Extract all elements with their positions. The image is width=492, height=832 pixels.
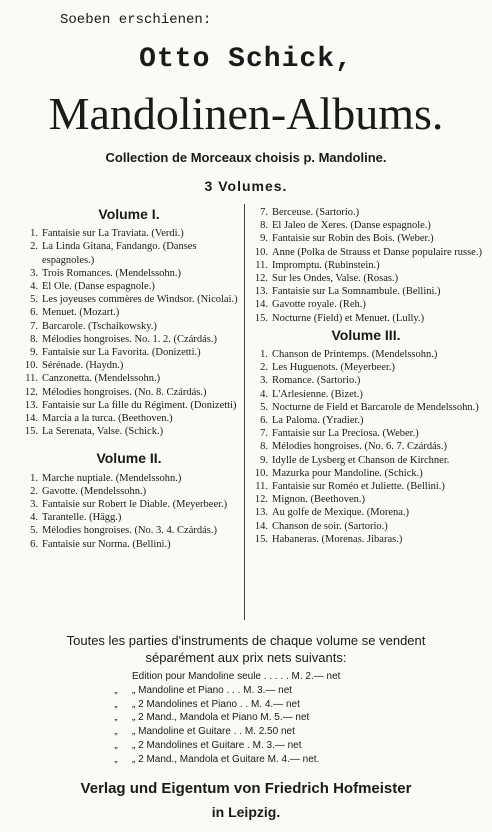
list-item [250,493,482,506]
item-number: 13. [254,507,268,519]
list-item [250,298,482,311]
item-title: Fantaisie sur La Preciosa. (Weber.) [272,428,419,440]
item-number: 8. [30,333,38,345]
price-text: „ 2 Mand., Mandola et Piano M. 5.— net [132,712,310,724]
item-number: 6. [30,538,38,550]
list-item [250,272,482,285]
item-title: El Jaleo de Xeres. (Danse espagnole.) [272,220,431,232]
list-item [250,348,482,361]
item-title: Fantaisie sur La Somnambule. (Bellini.) [272,286,441,298]
list-item [20,524,238,537]
list-item [20,333,238,346]
item-number: 10. [24,360,38,372]
item-number: 9. [30,347,38,359]
item-title: Fantaisie sur La Traviata. (Verdi.) [42,228,184,240]
list-item [20,346,238,359]
list-item [250,480,482,493]
list-item [250,246,482,259]
list-item [20,472,238,485]
price-row [100,684,400,698]
list-item [250,232,482,245]
volume-1-list [20,227,238,438]
volume-3-list [250,348,482,546]
item-title: Mignon. (Beethoven.) [272,494,366,506]
item-title: Trois Romances. (Mendelssohn.) [42,267,182,279]
price-row [100,725,400,739]
item-number: 15. [254,533,268,545]
item-title: Chanson de Printemps. (Mendelssohn.) [272,349,438,361]
item-title: Barcarole. (Tschaikowsky.) [42,320,157,332]
item-title: Marcia a la turca. (Beethoven.) [42,413,173,425]
item-title: Impromptu. (Rubinstein.) [272,259,380,271]
list-item [250,388,482,401]
item-title: Sur les Ondes, Valse. (Rosas.) [272,273,399,285]
item-title: Fantaisie sur Robin des Bois. (Weber.) [272,233,434,245]
item-title: Anne (Polka de Strauss et Danse populaire russe.) [272,246,482,258]
item-title: Fantaisie sur Norma. (Bellini.) [42,538,171,550]
item-number: 6. [260,415,268,427]
item-number: 8. [260,441,268,453]
item-number: 11. [255,481,268,493]
subtitle: Collection de Morceaux choisis p. Mandoline. [105,150,387,165]
list-item [20,293,238,306]
price-intro-line-2: séparément aux prix nets suivants: [145,650,347,665]
price-text: „ 2 Mandolines et Piano . . M. 4.— net [132,698,300,710]
item-number: 7. [260,207,268,218]
item-number: 1. [30,228,38,240]
list-item [20,240,238,266]
item-number: 14. [254,520,268,532]
list-item [250,440,482,453]
list-item [250,506,482,519]
list-item [250,361,482,374]
list-item [20,306,238,319]
ditto-mark: „ [114,698,118,710]
list-item [250,454,482,467]
item-number: 3. [30,267,38,279]
ditto-mark [100,670,132,684]
item-title: Les joyeuses commères de Windsor. (Nicolai.) [42,294,238,306]
item-number: 14. [24,413,38,425]
list-item [20,372,238,385]
item-title: Fantaisie sur La Favorita. (Donizetti.) [42,347,201,359]
price-row [100,739,400,753]
list-item [20,425,238,438]
item-number: 12. [24,386,38,398]
item-number: 7. [260,428,268,440]
item-title: Gavotte royale. (Reh.) [272,299,366,311]
publisher-line: Verlag und Eigentum von Friedrich Hofmeister [80,780,412,797]
ditto-mark: „ [114,739,118,751]
item-number: 4. [30,512,38,524]
list-item [20,280,238,293]
item-title: Mélodies hongroises. (No. 3. 4. Czárdás.) [42,525,217,537]
item-title: Nocturne de Field et Barcarole de Mendelssohn.) [272,401,479,413]
item-title: Gavotte. (Mendelssohn.) [42,485,147,497]
item-title: Nocturne (Field) et Menuet. (Lully.) [272,312,425,324]
price-text: „ 2 Mand., Mandola et Guitare M. 4.— net. [132,753,320,765]
item-number: 2. [30,241,38,253]
list-item [250,285,482,298]
item-number: 11. [25,373,38,385]
list-item [250,259,482,272]
item-number: 14. [254,299,268,311]
list-item [20,485,238,498]
item-title: Les Huguenots. (Meyerbeer.) [272,362,396,374]
list-item [20,511,238,524]
price-row [100,698,400,712]
item-title: Mélodies hongroises. No. 1. 2. (Czárdás.) [42,333,217,345]
price-row [100,753,400,767]
price-row [100,711,400,725]
item-title: Berceuse. (Sartorio.) [272,207,360,218]
item-title: Idylle de Lysberg et Chanson de Kirchner. [272,454,450,466]
list-item [20,227,238,240]
item-number: 4. [30,281,38,293]
item-number: 12. [254,273,268,285]
item-number: 7. [30,320,38,332]
volume-3-heading: Volume III. [331,326,401,343]
list-item [250,533,482,546]
list-item [250,414,482,427]
item-number: 3. [30,499,38,511]
item-title: La Linda Gitana, Fandango. (Danses espagnoles.) [42,241,197,266]
item-number: 5. [260,401,268,413]
volume-2-list-part1 [20,472,238,551]
price-text: „ 2 Mandolines et Guitare . M. 3.— net [132,739,302,751]
item-number: 1. [260,349,268,361]
volume-count: 3 Volumes. [204,178,288,194]
volume-2-heading: Volume II. [96,450,162,467]
price-text: „ Mandoline et Piano . . . M. 3.— net [132,684,293,696]
list-item [20,359,238,372]
list-item [250,520,482,533]
price-intro-line-1: Toutes les parties d'instruments de chaque volume se vendent [66,633,426,648]
list-item [20,538,238,551]
item-title: Marche nuptiale. (Mendelssohn.) [42,472,182,484]
publisher-city: in Leipzig. [211,804,281,820]
item-title: La Serenata, Valse. (Schick.) [42,426,164,438]
list-item [20,412,238,425]
item-number: 2. [260,362,268,374]
item-title: L'Arlesienne. (Bizet.) [272,388,363,400]
item-number: 11. [255,259,268,271]
item-title: El Ole. (Danse espagnole.) [42,281,155,293]
item-number: 3. [260,375,268,387]
item-title: Mélodies hongroises. (No. 8. Czárdás.) [42,386,207,398]
right-column [250,206,482,546]
item-number: 1. [30,472,38,484]
item-title: Fantaisie sur Robert le Diable. (Meyerbeer.) [42,499,228,511]
list-item [20,498,238,511]
item-number: 10. [254,467,268,479]
item-number: 9. [260,233,268,245]
item-number: 15. [254,312,268,324]
price-text: Edition pour Mandoline seule . . . . . M. 2.— net [132,671,341,682]
item-number: 2. [30,485,38,497]
list-item [20,267,238,280]
item-title: Habaneras. (Morenas. Jibaras.) [272,533,403,545]
item-number: 12. [254,494,268,506]
item-number: 13. [254,286,268,298]
item-title: Au golfe de Mexique. (Morena.) [272,507,410,519]
ditto-mark: „ [114,684,118,696]
page-title: Mandolinen-Albums. [48,88,444,139]
item-number: 9. [260,454,268,466]
left-column [20,206,238,551]
column-divider [244,204,245,620]
item-number: 15. [24,426,38,438]
list-item [250,374,482,387]
list-item [250,401,482,414]
item-title: La Paloma. (Yradier.) [272,415,364,427]
ditto-mark: „ [114,753,118,765]
item-number: 13. [24,399,38,411]
item-number: 10. [254,246,268,258]
item-title: Menuet. (Mozart.) [42,307,120,319]
item-title: Mélodies hongroises. (No. 6. 7. Czárdás.) [272,441,447,453]
item-number: 5. [30,525,38,537]
item-number: 5. [30,294,38,306]
list-item [20,386,238,399]
author-name: Otto Schick, [139,44,353,75]
volume-1-heading: Volume I. [98,206,160,222]
item-title: Sérénade. (Haydn.) [42,360,124,372]
list-item [20,399,238,412]
item-title: Fantaisie sur Roméo et Juliette. (Bellini.) [272,481,445,493]
list-item [20,320,238,333]
price-text: „ Mandoline et Guitare . . M. 2.50 net [132,726,295,738]
price-intro [0,632,492,666]
price-row [100,670,400,684]
item-title: Mazurka pour Mandoline. (Schick.) [272,467,423,479]
item-title: Tarantelle. (Hägg.) [42,512,122,524]
list-item [250,219,482,232]
item-title: Canzonetta. (Mendelssohn.) [42,373,161,385]
announcement-line: Soeben erschienen: [60,12,212,28]
item-number: 6. [30,307,38,319]
list-item [250,206,482,219]
item-title: Chanson de soir. (Sartorio.) [272,520,388,532]
ditto-mark: „ [114,726,118,738]
list-item [250,467,482,480]
item-title: Romance. (Sartorio.) [272,375,361,387]
ditto-mark: „ [114,712,118,724]
list-item [250,427,482,440]
item-number: 4. [260,388,268,400]
volume-2-list-part2 [250,206,482,325]
list-item [250,312,482,325]
item-title: Fantaisie sur La fille du Régiment. (Donizetti) [42,399,237,411]
item-number: 8. [260,220,268,232]
price-list [100,670,400,767]
